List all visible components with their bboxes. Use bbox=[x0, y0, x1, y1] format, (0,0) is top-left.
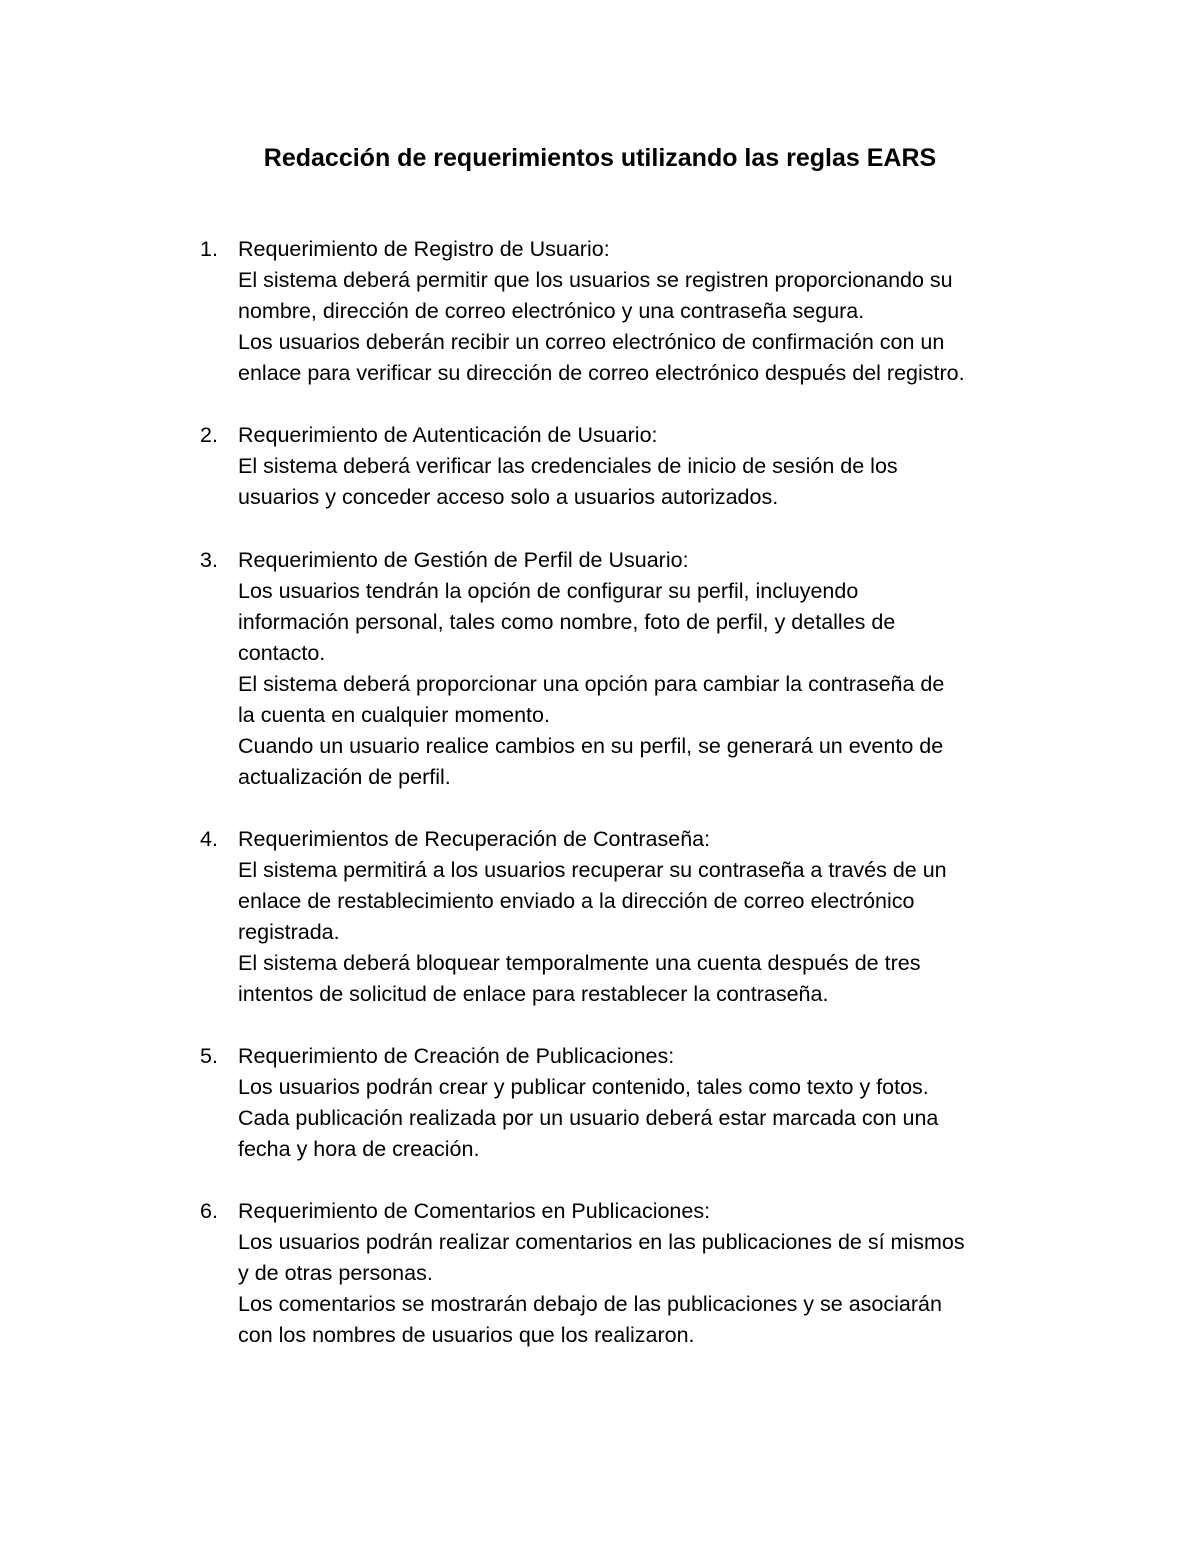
text-line: la cuenta en cualquier momento. bbox=[238, 703, 550, 727]
requirement-heading: Requerimiento de Creación de Publicaciones: bbox=[238, 1044, 675, 1068]
text-line: Cada publicación realizada por un usuario deberá estar marcada con una bbox=[238, 1106, 939, 1130]
text-line: Los usuarios podrán crear y publicar contenido, tales como texto y fotos. bbox=[238, 1075, 929, 1099]
requirement-heading: Requerimiento de Gestión de Perfil de Usuario: bbox=[238, 548, 689, 572]
requirement-text bbox=[238, 1196, 1038, 1351]
list-number: 3. bbox=[200, 548, 218, 572]
requirement-heading: Requerimiento de Comentarios en Publicaciones: bbox=[238, 1199, 711, 1223]
text-line: contacto. bbox=[238, 641, 326, 665]
list-number: 6. bbox=[200, 1199, 218, 1223]
requirement-heading: Requerimiento de Registro de Usuario: bbox=[238, 237, 610, 261]
text-line: enlace de restablecimiento enviado a la dirección de correo electrónico bbox=[238, 889, 915, 913]
text-line: El sistema permitirá a los usuarios recuperar su contraseña a través de un bbox=[238, 858, 947, 882]
requirement-text bbox=[238, 420, 1038, 513]
requirement-text bbox=[238, 234, 1038, 389]
text-line: Los usuarios tendrán la opción de configurar su perfil, incluyendo bbox=[238, 579, 859, 603]
requirement-text bbox=[238, 1041, 1038, 1165]
text-line: intentos de solicitud de enlace para restablecer la contraseña. bbox=[238, 982, 829, 1006]
requirement-heading: Requerimiento de Autenticación de Usuario: bbox=[238, 423, 658, 447]
text-line: y de otras personas. bbox=[238, 1261, 433, 1285]
requirement-text bbox=[238, 545, 1038, 793]
list-number: 2. bbox=[200, 423, 218, 447]
document-title: Redacción de requerimientos utilizando las reglas EARS bbox=[263, 144, 937, 172]
text-line: usuarios y conceder acceso solo a usuarios autorizados. bbox=[238, 485, 779, 509]
list-number: 5. bbox=[200, 1044, 218, 1068]
text-line: Los usuarios podrán realizar comentarios en las publicaciones de sí mismos bbox=[238, 1230, 965, 1254]
text-line: fecha y hora de creación. bbox=[238, 1137, 480, 1161]
text-line: con los nombres de usuarios que los realizaron. bbox=[238, 1323, 695, 1347]
text-line: El sistema deberá verificar las credenciales de inicio de sesión de los bbox=[238, 454, 898, 478]
list-number: 4. bbox=[200, 827, 218, 851]
text-line: El sistema deberá proporcionar una opción para cambiar la contraseña de bbox=[238, 672, 945, 696]
text-line: El sistema deberá permitir que los usuarios se registren proporcionando su bbox=[238, 268, 953, 292]
text-line: actualización de perfil. bbox=[238, 765, 451, 789]
text-line: información personal, tales como nombre, foto de perfil, y detalles de bbox=[238, 610, 896, 634]
text-line: Los comentarios se mostrarán debajo de las publicaciones y se asociarán bbox=[238, 1292, 942, 1316]
text-line: registrada. bbox=[238, 920, 340, 944]
text-line: El sistema deberá bloquear temporalmente una cuenta después de tres bbox=[238, 951, 921, 975]
list-number: 1. bbox=[200, 237, 218, 261]
requirement-text bbox=[238, 824, 1038, 1010]
text-line: enlace para verificar su dirección de correo electrónico después del registro. bbox=[238, 361, 965, 385]
text-line: Cuando un usuario realice cambios en su perfil, se generará un evento de bbox=[238, 734, 944, 758]
text-line: nombre, dirección de correo electrónico y una contraseña segura. bbox=[238, 299, 865, 323]
requirement-heading: Requerimientos de Recuperación de Contraseña: bbox=[238, 827, 711, 851]
text-line: Los usuarios deberán recibir un correo electrónico de confirmación con un bbox=[238, 330, 945, 354]
